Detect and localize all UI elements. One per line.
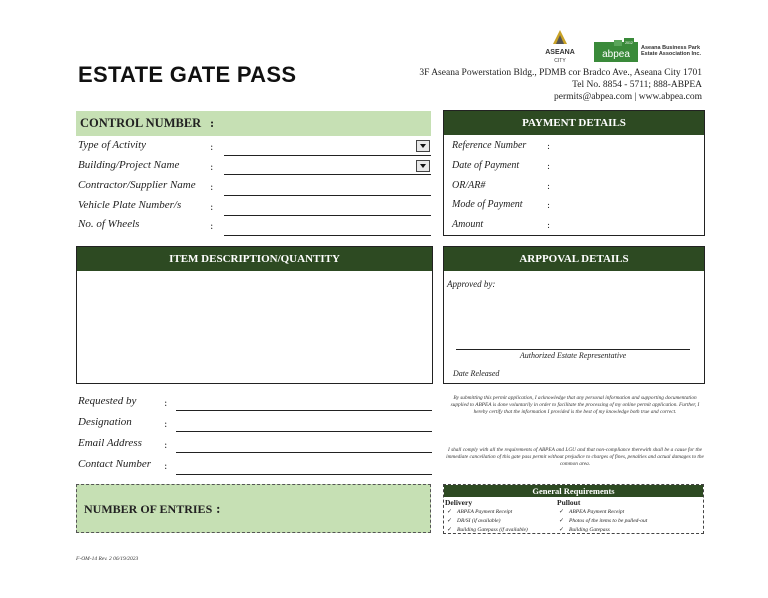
form-colon: : <box>210 142 214 153</box>
email-address-input[interactable] <box>176 452 432 453</box>
form-colon: : <box>210 182 214 193</box>
type-of-activity-dropdown[interactable] <box>416 140 430 152</box>
approved-by-label: Approved by: <box>447 279 496 289</box>
building-project-name-dropdown[interactable] <box>416 160 430 172</box>
signature-line[interactable] <box>456 349 690 350</box>
check-icon: ✓ <box>447 508 453 515</box>
delivery-item-label: ABPEA Payment Receipt <box>457 509 513 515</box>
mode-of-payment-label: Mode of Payment <box>452 199 523 210</box>
abpea-logo <box>594 38 638 62</box>
number-of-entries-label: NUMBER OF ENTRIES <box>84 502 213 516</box>
contractor-supplier-name-input[interactable] <box>224 194 431 196</box>
number-of-entries-field[interactable] <box>76 484 431 533</box>
requested-by-input[interactable] <box>176 410 432 411</box>
delivery-title: Delivery <box>445 498 473 507</box>
pullout-item-label: Photos of the items to be pulled-out <box>569 518 648 524</box>
delivery-item <box>447 526 528 533</box>
payment-colon: : <box>547 201 551 211</box>
requester-colon: : <box>164 440 168 451</box>
compliance-text: I shall comply with all the requirements of ABPEA and LGU and that non-compliance therewith shall be a cause for the immediate cancellation of this gate pass permit without prejudice to charges of fines, penalties and actual damages to the common area. <box>446 447 704 468</box>
address-line-3: permits@abpea.com | www.abpea.com <box>554 92 702 102</box>
control-number-colon: : <box>210 117 215 130</box>
no-of-wheels-label: No. of Wheels <box>78 218 140 230</box>
pullout-item <box>559 508 624 515</box>
abpea-fullname-line-1: Aseana Business Park <box>641 45 701 51</box>
payment-colon: : <box>547 142 551 152</box>
designation-label: Designation <box>78 416 132 428</box>
approval-details-header: ARPPOVAL DETAILS <box>444 247 704 271</box>
abpea-fullname-line-2: Estate Association Inc. <box>641 51 702 57</box>
delivery-item-label: Building Gatepass (if available) <box>457 527 528 533</box>
date-released-label: Date Released <box>453 369 500 378</box>
aseana-logo-sub: CITY <box>554 58 566 64</box>
pullout-item-label: Building Gatepass <box>569 527 610 533</box>
delivery-item-label: DR/SI (if available) <box>457 518 501 524</box>
reference-number-label: Reference Number <box>452 140 527 151</box>
vehicle-plate-number-label: Vehicle Plate Number/s <box>78 199 182 211</box>
payment-details-header: PAYMENT DETAILS <box>444 111 704 135</box>
aseana-logo-text: ASEANA <box>545 49 575 56</box>
form-colon: : <box>210 202 214 213</box>
address-line-2: Tel No. 8854 - 5711; 888-ABPEA <box>572 80 702 90</box>
payment-colon: : <box>547 162 551 172</box>
address-line-1: 3F Aseana Powerstation Bldg., PDMB cor Bradco Ave., Aseana City 1701 <box>419 68 702 78</box>
delivery-item <box>447 517 500 524</box>
email-address-label: Email Address <box>78 437 142 449</box>
pullout-item <box>559 526 610 533</box>
page-title: ESTATE GATE PASS <box>78 62 297 87</box>
requested-by-label: Requested by <box>78 395 137 407</box>
abpea-fullname <box>641 45 701 57</box>
pullout-title: Pullout <box>557 498 581 507</box>
abpea-logo-since: 2012 <box>625 41 633 45</box>
check-icon: ✓ <box>559 517 565 524</box>
type-of-activity-label: Type of Activity <box>78 139 147 151</box>
general-requirements-header: General Requirements <box>444 485 703 497</box>
no-of-wheels-input[interactable] <box>224 234 431 236</box>
pullout-item <box>559 517 647 524</box>
type-of-activity-input[interactable] <box>224 154 431 156</box>
payment-colon: : <box>547 221 551 231</box>
form-colon: : <box>210 162 214 173</box>
check-icon: ✓ <box>447 517 453 524</box>
contractor-supplier-name-label: Contractor/Supplier Name <box>78 179 196 191</box>
check-icon: ✓ <box>559 508 565 515</box>
building-project-name-label: Building/Project Name <box>78 159 180 171</box>
or-ar-label: OR/AR# <box>452 180 486 191</box>
dropdown-arrow-icon <box>420 144 426 148</box>
authorized-representative-label: Authorized Estate Representative <box>519 351 627 360</box>
designation-input[interactable] <box>176 431 432 432</box>
vehicle-plate-number-input[interactable] <box>224 214 431 216</box>
amount-label: Amount <box>452 219 484 230</box>
requester-colon: : <box>164 419 168 430</box>
requester-colon: : <box>164 461 168 472</box>
item-description-header: ITEM DESCRIPTION/QUANTITY <box>77 247 432 271</box>
dropdown-arrow-icon <box>420 164 426 168</box>
delivery-item <box>447 508 512 515</box>
form-revision-code: F-OM-14 Rev. 2 06/19/2023 <box>76 556 139 562</box>
address-block <box>419 67 702 103</box>
number-of-entries-colon: : <box>216 502 221 516</box>
check-icon: ✓ <box>559 526 565 533</box>
control-number-field[interactable] <box>76 111 431 136</box>
general-requirements-panel <box>443 484 704 534</box>
aseana-city-logo <box>540 30 580 64</box>
form-colon: : <box>210 221 214 232</box>
date-of-payment-label: Date of Payment <box>452 160 520 171</box>
payment-colon: : <box>547 182 551 192</box>
abpea-logo-text: abpea <box>602 49 630 60</box>
contact-number-input[interactable] <box>176 474 432 475</box>
control-number-label: CONTROL NUMBER <box>80 116 202 130</box>
requester-colon: : <box>164 398 168 409</box>
building-project-name-input[interactable] <box>224 173 431 175</box>
privacy-consent-text: By submitting this permit application, I acknowledge that any personal information and supporting documentation supplied to ABPEA is done voluntarily in order to facilitate the processing of my online permit application. Further, I hereby certify that the information I provided is the best of my knowledge both true and correct. <box>450 395 700 416</box>
contact-number-label: Contact Number <box>78 458 152 470</box>
check-icon: ✓ <box>447 526 453 533</box>
pullout-item-label: ABPEA Payment Receipt <box>569 509 625 515</box>
